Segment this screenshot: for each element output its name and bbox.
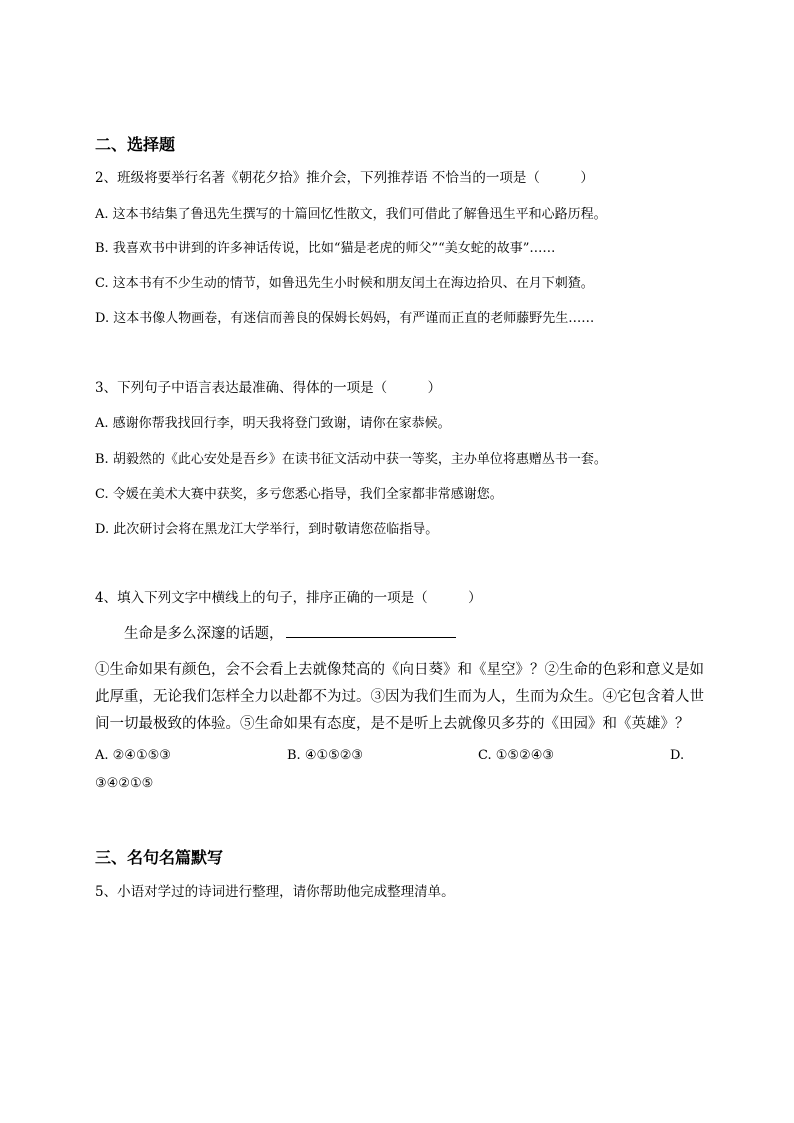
q4-lead-text: 生命是多么深邃的话题，: [124, 626, 284, 642]
q2-option-b: B. 我喜欢书中讲到的许多神话传说，比如“猫是老虎的师父”“美女蛇的故事”……: [95, 241, 556, 256]
q2-option-c: C. 这本书有不少生动的情节，如鲁迅先生小时候和朋友闰土在海边拾贝、在月下刺猹。: [95, 276, 594, 291]
answer-blank-line[interactable]: [286, 623, 456, 638]
q2-option-d: D. 这本书像人物画卷，有迷信而善良的保姆长妈妈，有严谨而正直的老师藤野先生……: [95, 311, 595, 326]
question-4-stem: 4、填入下列文字中横线上的句子，排序正确的一项是（ ）: [95, 590, 482, 606]
q4-passage-line-3: 间一切最极致的体验。⑤生命如果有态度，是不是听上去就像贝多芬的《田园》和《英雄》？: [95, 716, 690, 732]
question-3-stem: 3、下列句子中语言表达最准确、得体的一项是（ ）: [95, 380, 442, 396]
q4-option-d-value: ③④②①⑤: [95, 776, 154, 791]
section-heading-recitation: 三、名句名篇默写: [95, 848, 224, 867]
q3-option-c: C. 令媛在美术大赛中获奖，多亏您悉心指导，我们全家都非常感谢您。: [95, 487, 503, 502]
question-2-stem: 2、班级将要举行名著《朝花夕拾》推介会，下列推荐语 不恰当的一项是（ ）: [95, 170, 594, 186]
q3-option-b: B. 胡毅然的《此心安处是吾乡》在读书征文活动中获一等奖，主办单位将惠赠丛书一套。: [95, 452, 607, 467]
q4-option-b: B. ④①⑤②③: [287, 748, 364, 763]
question-5-stem: 5、小语对学过的诗词进行整理，请你帮助他完成整理清单。: [95, 884, 455, 900]
q2-option-a: A. 这本书结集了鲁迅先生撰写的十篇回忆性散文，我们可借此了解鲁迅生平和心路历程。: [95, 207, 607, 222]
q4-lead-line: [124, 622, 456, 643]
q4-option-d-label: D.: [670, 748, 685, 763]
q3-option-d: D. 此次研讨会将在黑龙江大学举行，到时敬请您莅临指导。: [95, 522, 439, 537]
q3-option-a: A. 感谢你帮我找回行李，明天我将登门致谢，请你在家恭候。: [95, 416, 451, 431]
q4-option-c: C. ①⑤②④③: [478, 748, 555, 763]
q4-passage-line-1: ①生命如果有颜色，会不会看上去就像梵高的《向日葵》和《星空》？②生命的色彩和意义是如: [95, 662, 704, 678]
q4-passage-line-2: 此厚重，无论我们怎样全力以赴都不为过。③因为我们生而为人，生而为众生。④它包含着人世: [95, 689, 704, 705]
q4-option-a: A. ②④①⑤③: [95, 748, 171, 763]
section-heading-choice: 二、选择题: [95, 135, 176, 154]
